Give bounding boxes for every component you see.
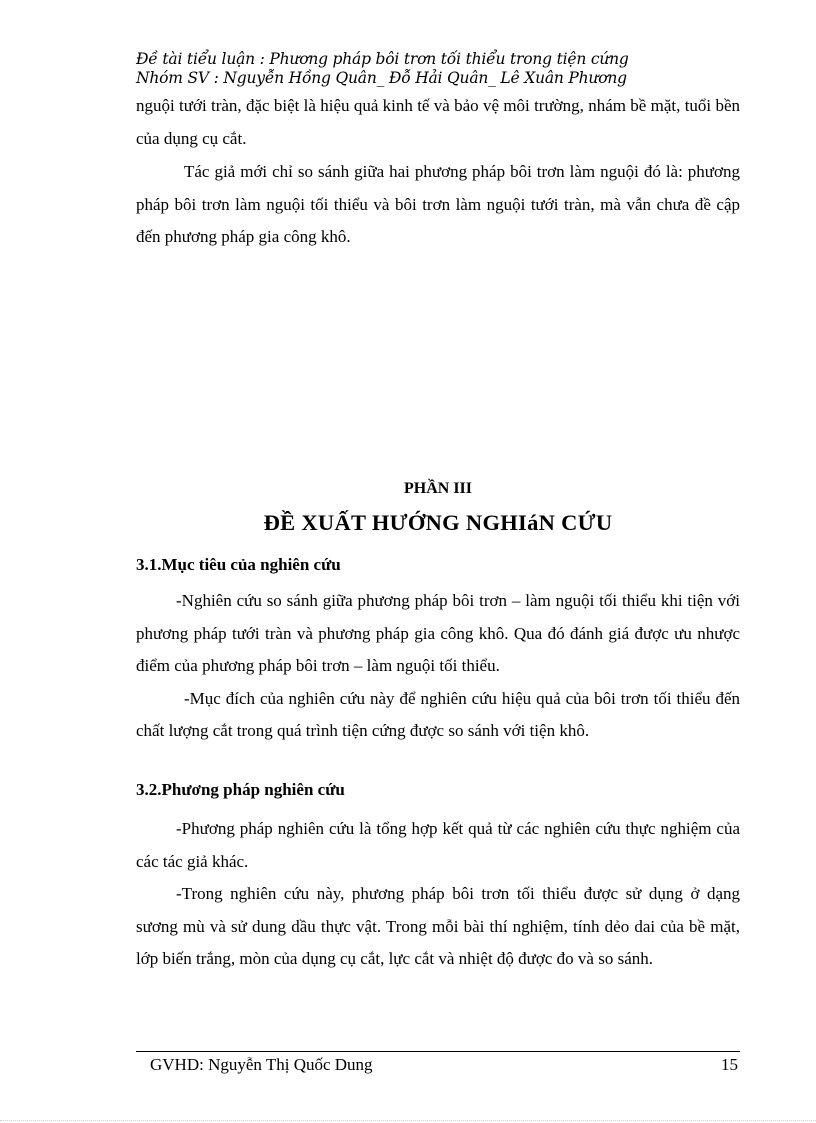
part-title: ĐỀ XUẤT HƯỚNG NGHIáN CỨU [263,510,613,535]
section-1-heading: 3.1.Mục tiêu của nghiên cứu [136,555,341,574]
section-2-paragraph-1: -Phương pháp nghiên cứu là tổng hợp kết quả từ các nghiên cứu thực nghiệm của các tác giả khác. [136,819,740,871]
header-group: Nhóm SV : Nguyễn Hồng Quân_ Đỗ Hải Quân_ Lê Xuân Phương [136,69,627,87]
section-1-body [136,585,740,748]
intro-paragraph-2: Tác giả mới chỉ so sánh giữa hai phương pháp bôi trơn làm nguội đó là: phương pháp bôi trơn làm nguội tối thiểu và bôi trơn làm nguội tưới tràn, mà vẫn chưa đề cập đến phương pháp gia công khô. [136,162,740,246]
section-2-heading: 3.2.Phương pháp nghiên cứu [136,780,345,799]
header-topic: Đề tài tiểu luận : Phương pháp bôi trơn tối thiểu trong tiện cứng [136,50,629,68]
part-label: PHẦN III [403,480,472,497]
section-1-paragraph-2: -Mục đích của nghiên cứu này để nghiên cứu hiệu quả của bôi trơn tối thiểu đến chất lượng cắt trong quá trình tiện cứng được so sánh với tiện khô. [136,688,740,740]
intro-paragraph-1: nguội tưới tràn, đặc biệt là hiệu quả kinh tế và bảo vệ môi trường, nhám bề mặt, tuổi bền của dụng cụ cắt. [136,96,740,148]
page-edge-divider [0,1120,816,1121]
section-2-body [136,813,740,976]
page-header [136,50,746,88]
footer-divider [136,1051,740,1052]
footer-advisor: GVHD: Nguyễn Thị Quốc Dung [150,1055,373,1074]
section-2-paragraph-2: -Trong nghiên cứu này, phương pháp bôi trơn tối thiểu được sử dụng ở dạng sương mù và sử dung dầu thực vật. Trong mỗi bài thí nghiệm, tính dẻo dai của bề mặt, lớp biến trắng, mòn của dụng cụ cắt, lực cắt và nhiệt độ được đo và so sánh. [136,884,740,968]
page-number: 15 [721,1055,738,1074]
section-1-paragraph-1: -Nghiên cứu so sánh giữa phương pháp bôi trơn – làm nguội tối thiểu khi tiện với phương pháp tưới tràn và phương pháp gia công khô. Qua đó đánh giá được ưu nhược điểm của phương pháp bôi trơn – làm nguội tối thiểu. [136,591,740,675]
